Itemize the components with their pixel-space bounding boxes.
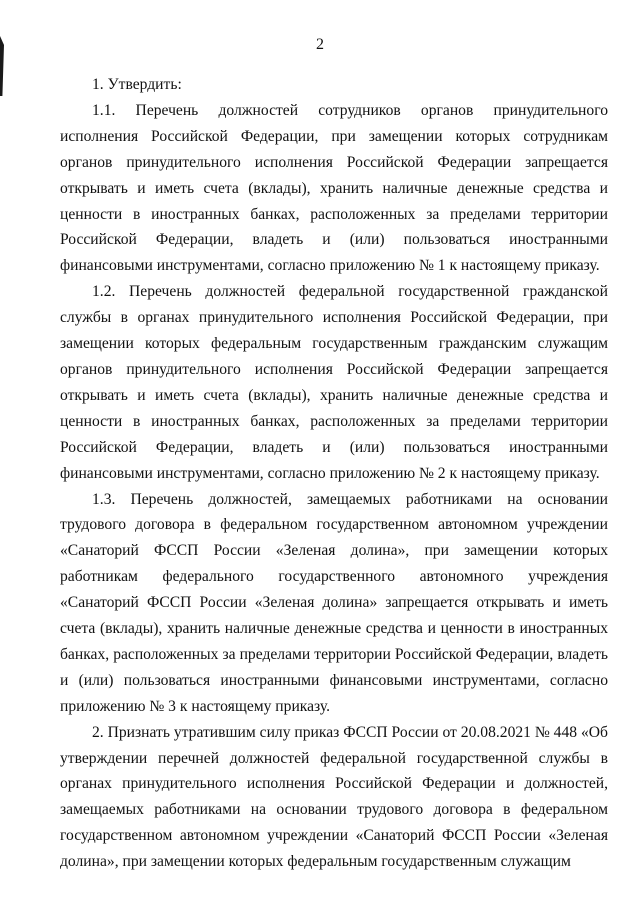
document-body	[60, 72, 608, 875]
page-number: 2	[316, 36, 324, 53]
paragraph-1-3: 1.3. Перечень должностей, замещаемых работниками на основании трудового договора в федеральном государственном автономном учреждении «Санаторий ФССП России «Зеленая долина», при замещении которых работникам федерального государственного автономного учреждения «Санаторий ФССП России «Зеленая долина» запрещается открывать и иметь счета (вклады), хранить наличные денежные средства и ценности в иностранных банках, расположенных за пределами территории Российской Федерации, владеть и (или) пользоваться иностранными финансовыми инструментами, согласно приложению № 3 к настоящему приказу.	[60, 490, 608, 715]
paragraph-2: 2. Признать утратившим силу приказ ФССП России от 20.08.2021 № 448 «Об утверждении перечней должностей федеральной государственной службы в органах принудительного исполнения Российской Федерации и должностей, замещаемых работниками на основании трудового договора в федеральном государственном автономном учреждении «Санаторий ФССП России «Зеленая долина», при замещении которых федеральным государственным служащим	[60, 723, 608, 871]
paragraph-1-2: 1.2. Перечень должностей федеральной государственной гражданской службы в органах принудительного исполнения Российской Федерации, при замещении которых федеральным государственным гражданским служащим органов принудительного исполнения Российской Федерации запрещается открывать и иметь счета (вклады), хранить наличные денежные средства и ценности в иностранных банках, расположенных за пределами территории Российской Федерации, владеть и (или) пользоваться иностранными финансовыми инструментами, согласно приложению № 2 к настоящему приказу.	[60, 283, 608, 482]
paragraph-1-1: 1.1. Перечень должностей сотрудников органов принудительного исполнения Российской Федерации, при замещении которых сотрудникам органов принудительного исполнения Российской Федерации запрещается открывать и иметь счета (вклады), хранить наличные денежные средства и ценности в иностранных банках, расположенных за пределами территории Российской Федерации, владеть и (или) пользоваться иностранными финансовыми инструментами, согласно приложению № 1 к настоящему приказу.	[60, 101, 608, 275]
paragraph-approve: 1. Утвердить:	[92, 76, 182, 93]
